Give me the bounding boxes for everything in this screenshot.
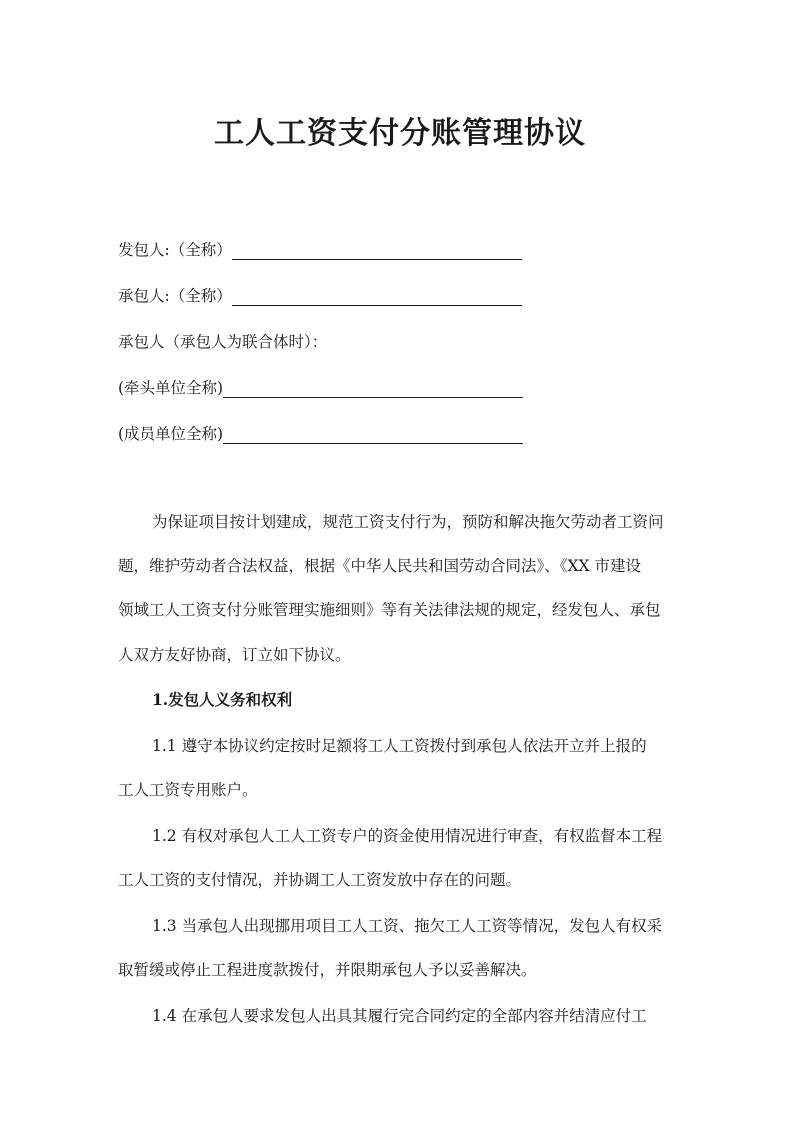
lead-unit-blank-line[interactable] <box>223 379 523 398</box>
clause-1-3-line-1: 1.3 当承包人出现挪用项目工人工资、拖欠工人工资等情况，发包人有权采 <box>152 917 663 935</box>
employer-blank-line[interactable] <box>232 241 522 260</box>
contractor-label: 承包人:（全称） <box>118 287 232 305</box>
employer-field <box>118 236 522 260</box>
clause-1-1-line-1: 1.1 遵守本协议约定按时足额将工人工资拨付到承包人依法开立并上报的 <box>152 737 647 755</box>
intro-line-4: 人双方友好协商，订立如下协议。 <box>118 646 351 664</box>
intro-line-3: 领域工人工资支付分账管理实施细则》等有关法律法规的规定，经发包人、承包 <box>118 601 661 619</box>
contractor-field <box>118 282 522 306</box>
member-unit-blank-line[interactable] <box>223 425 523 444</box>
clause-1-2-line-1: 1.2 有权对承包人工人工资专户的资金使用情况进行审查，有权监督本工程 <box>152 827 663 845</box>
clause-1-4-line-1: 1.4 在承包人要求发包人出具其履行完合同约定的全部内容并结清应付工 <box>152 1007 647 1025</box>
section-1-heading: 1.发包人义务和权利 <box>152 690 293 709</box>
consortium-note-row <box>118 328 327 352</box>
document-title: 工人工资支付分账管理协议 <box>214 116 586 151</box>
lead-unit-field <box>118 374 523 398</box>
clause-1-3-line-2: 取暂缓或停止工程进度款拨付，并限期承包人予以妥善解决。 <box>118 961 537 979</box>
clause-1-2-line-2: 工人工资的支付情况，并协调工人工资发放中存在的问题。 <box>118 871 522 889</box>
clause-1-1-line-2: 工人工资专用账户。 <box>118 781 258 799</box>
employer-label: 发包人:（全称） <box>118 241 232 259</box>
contractor-blank-line[interactable] <box>232 287 522 306</box>
member-unit-field <box>118 420 523 444</box>
intro-line-2: 题，维护劳动者合法权益，根据《中华人民共和国劳动合同法》、《XX 市建设 <box>118 557 641 575</box>
lead-unit-label: (牵头单位全称) <box>118 379 224 397</box>
member-unit-label: (成员单位全称) <box>118 425 224 443</box>
intro-line-1: 为保证项目按计划建成，规范工资支付行为，预防和解决拖欠劳动者工资问 <box>152 513 664 531</box>
consortium-note-label: 承包人（承包人为联合体时）： <box>118 333 328 351</box>
